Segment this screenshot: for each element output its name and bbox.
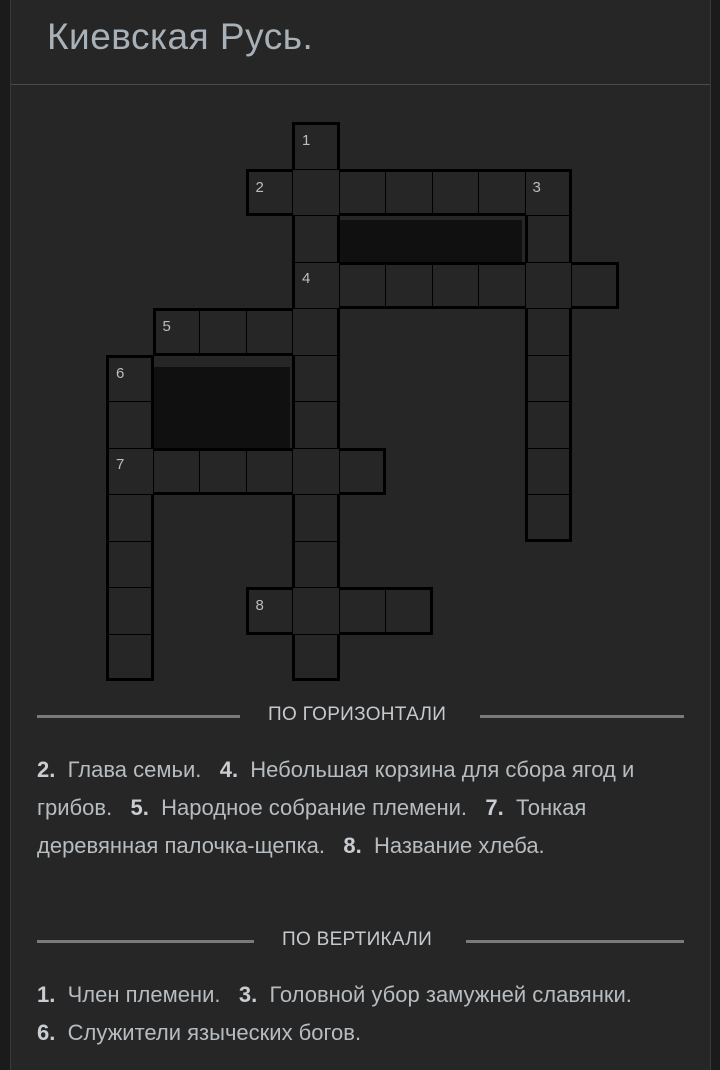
clue-text: Головной убор замужней славянки. bbox=[269, 982, 632, 1007]
crossword-cell[interactable] bbox=[478, 262, 526, 310]
crossword-cell[interactable] bbox=[292, 308, 340, 356]
clue-text: Народное собрание племени. bbox=[161, 795, 468, 820]
clue-number: 7. bbox=[485, 795, 504, 820]
crossword-cell[interactable] bbox=[525, 262, 573, 310]
clue-text: Член племени. bbox=[67, 982, 221, 1007]
crossword-cell[interactable] bbox=[246, 587, 294, 635]
clue-number-label: 6 bbox=[116, 364, 125, 382]
crossword-cell[interactable] bbox=[292, 541, 340, 589]
divider bbox=[37, 715, 240, 718]
crossword-cell[interactable] bbox=[199, 308, 247, 356]
crossword-cell[interactable] bbox=[385, 587, 433, 635]
clue-text: Служители языческих богов. bbox=[67, 1020, 362, 1045]
crossword-cell[interactable] bbox=[525, 448, 573, 496]
crossword-cell[interactable] bbox=[106, 587, 154, 635]
down-clues bbox=[37, 976, 657, 1052]
clue-number: 2. bbox=[37, 757, 56, 782]
clue-number: 3. bbox=[238, 982, 258, 1007]
crossword-cell[interactable] bbox=[292, 634, 340, 682]
divider bbox=[480, 715, 684, 718]
divider bbox=[37, 940, 254, 943]
crossword-cell[interactable] bbox=[246, 448, 294, 496]
crossword-cell[interactable] bbox=[106, 541, 154, 589]
crossword-cell[interactable] bbox=[292, 122, 340, 170]
crossword-cell[interactable] bbox=[525, 215, 573, 263]
clue-number: 1. bbox=[37, 982, 56, 1007]
crossword-cell[interactable] bbox=[339, 587, 387, 635]
across-clues bbox=[37, 751, 657, 865]
clue-number-label: 3 bbox=[532, 178, 541, 196]
crossword-cell[interactable] bbox=[153, 448, 201, 496]
clue-number-label: 4 bbox=[302, 269, 311, 287]
crossword-cell[interactable] bbox=[339, 169, 387, 217]
crossword-cell[interactable] bbox=[478, 169, 526, 217]
crossword-cell[interactable] bbox=[525, 401, 573, 449]
clue-number-label: 8 bbox=[255, 597, 264, 614]
crossword-cell[interactable] bbox=[525, 355, 573, 403]
across-header bbox=[37, 704, 684, 728]
across-heading: ПО ГОРИЗОНТАЛИ bbox=[268, 704, 447, 725]
crossword-cell[interactable] bbox=[525, 308, 573, 356]
clue-text: Название хлеба. bbox=[373, 833, 545, 858]
down-header bbox=[37, 929, 684, 953]
crossword-cell[interactable] bbox=[292, 215, 340, 263]
crossword-cell[interactable] bbox=[292, 169, 340, 217]
crossword-cell[interactable] bbox=[432, 169, 480, 217]
crossword-cell[interactable] bbox=[292, 262, 340, 310]
clue-text: Глава семьи. bbox=[67, 757, 202, 782]
clue-number: 6. bbox=[37, 1020, 56, 1045]
down-heading: ПО ВЕРТИКАЛИ bbox=[282, 929, 433, 950]
crossword-cell[interactable] bbox=[385, 169, 433, 217]
crossword-cell[interactable] bbox=[385, 262, 433, 310]
clue-number: 8. bbox=[343, 833, 362, 858]
crossword-cell[interactable] bbox=[106, 494, 154, 542]
clue-number-label: 2 bbox=[255, 178, 264, 196]
crossword-cell[interactable] bbox=[432, 262, 480, 310]
clue-text: Небольшая корзина для сбора ягод и грибов. bbox=[37, 757, 635, 820]
crossword-cell[interactable] bbox=[106, 448, 154, 496]
clue-number-label: 5 bbox=[162, 318, 171, 335]
crossword-cell[interactable] bbox=[525, 169, 573, 217]
clue-number: 4. bbox=[219, 757, 239, 782]
crossword-cell[interactable] bbox=[246, 169, 294, 217]
crossword-cell[interactable] bbox=[292, 355, 340, 403]
page-title: Киевская Русь. bbox=[47, 16, 314, 57]
crossword-cell[interactable] bbox=[246, 308, 294, 356]
crossword-cell[interactable] bbox=[571, 262, 619, 310]
clue-number: 5. bbox=[130, 795, 149, 820]
crossword-cell[interactable] bbox=[525, 494, 573, 542]
crossword-cell[interactable] bbox=[292, 494, 340, 542]
crossword-cell[interactable] bbox=[153, 308, 201, 356]
crossword-cell[interactable] bbox=[339, 262, 387, 310]
crossword-cell[interactable] bbox=[292, 401, 340, 449]
crossword-cell[interactable] bbox=[199, 448, 247, 496]
crossword-cell[interactable] bbox=[339, 448, 387, 496]
clue-text: Тонкая деревянная палочка-щепка. bbox=[37, 795, 587, 858]
crossword-cell[interactable] bbox=[106, 634, 154, 682]
divider bbox=[466, 940, 684, 943]
crossword-cell[interactable] bbox=[106, 401, 154, 449]
clue-number-label: 7 bbox=[116, 455, 125, 473]
clue-number-label: 1 bbox=[302, 132, 311, 149]
crossword-cell[interactable] bbox=[292, 587, 340, 635]
crossword-cell[interactable] bbox=[106, 355, 154, 403]
crossword-cell[interactable] bbox=[292, 448, 340, 496]
